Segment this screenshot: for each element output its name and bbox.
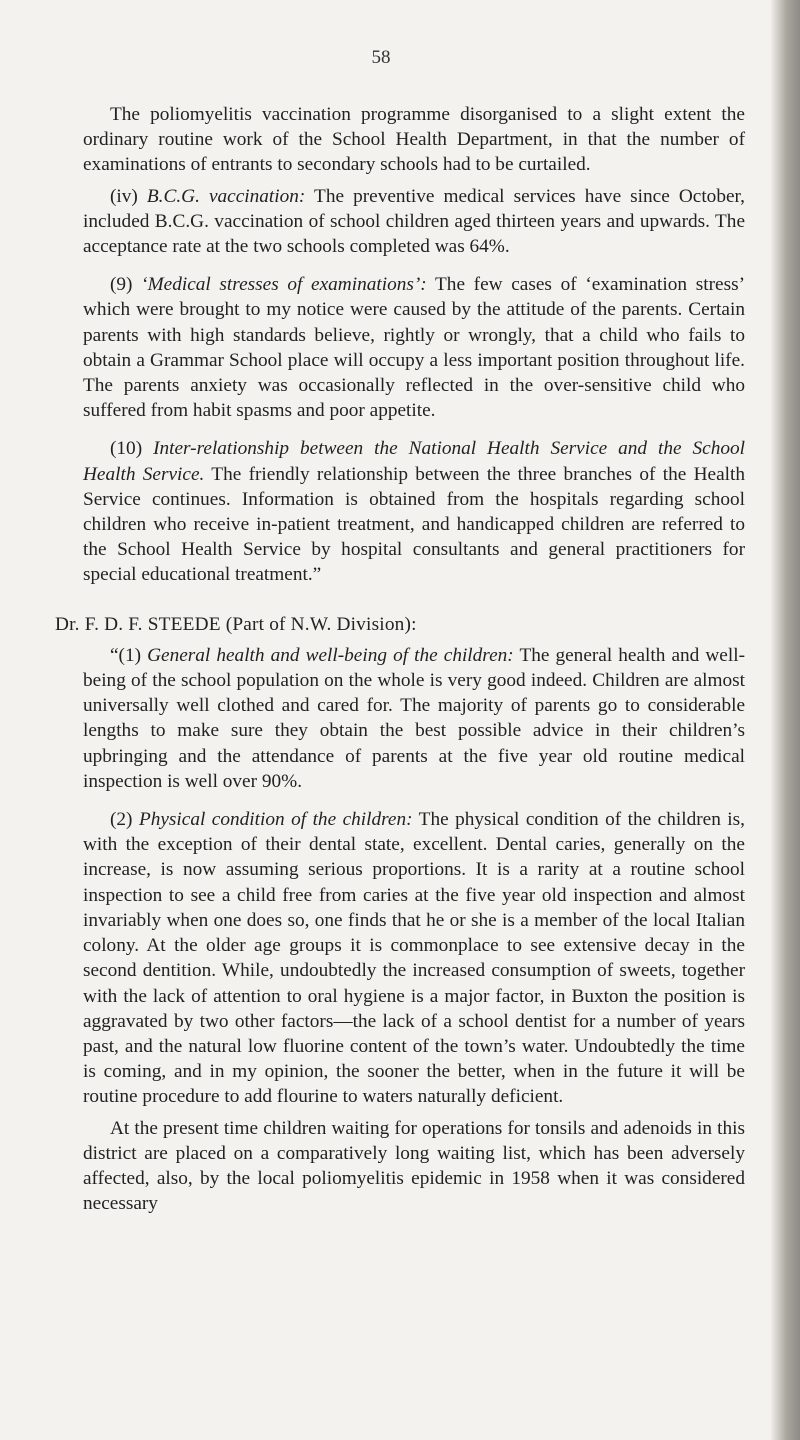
paragraph-text: The general health and well-being of the school population on the whole is very good indeed. Children are almost universally well clothed and cared for. The majority of parents go to considerable lengths to make sure they obtain the best possible advice in their children’s upbringing and the attendance of parents at the five year old routine medical inspection is well over 90%. [83,644,745,792]
item-title: Inter-relationship between the National Health Service and the School Health Service. [83,438,745,485]
page-number: 58 [371,47,391,68]
page-edge-shadow [770,0,800,1440]
paragraph-text: The poliomyelitis vaccination programme disorganised to a slight extent the ordinary routine work of the School Health Department, in that the number of examinations of entrants to secondary schools had to be curtailed. [83,104,745,176]
item-title: General health and well-being of the children: [147,644,514,666]
item-number: “(1) [110,644,148,666]
section-heading: Dr. F. D. F. STEEDE (Part of N.W. Division): [55,613,417,635]
paragraph-tonsils-waiting-list [83,1116,745,1217]
paragraph-polio-programme [83,102,745,178]
paragraph-physical-condition [83,807,745,1109]
paragraph-examination-stress [83,272,745,423]
text-column [55,102,745,1216]
item-number: (10) [110,438,154,460]
paragraph-inter-relationship [83,436,745,587]
paragraph-text: At the present time children waiting for operations for tonsils and adenoids in this district are placed on a comparatively long waiting list, which has been adversely affected, also, by the local poliomyelitis epidemic in 1958 when it was considered necessary [83,1117,745,1215]
paragraph-general-health [83,643,745,794]
item-number: (2) [110,809,139,831]
paragraph-text: The friendly relationship between the three branches of the Health Service continues. Information is obtained from the hospitals regarding school children who receive in-patient treatment, and handicapped children are referred to the School Health Service by hospital consultants and general practitioners for special educational treatment.” [83,463,745,586]
item-title: ‘Medical stresses of examinations’: [141,274,427,296]
paragraph-text: The physical condition of the children is, with the exception of their dental state, excellent. Dental caries, generally on the increase, is now assuming serious proportions. It is a rarity at a routine school inspection to see a child free from caries at the five year old inspection and almost invariably when one does so, one finds that he or she is a member of the local Italian colony. At the older age groups it is commonplace to see extensive decay in the second dentition. While, undoubtedly the increased consumption of sweets, together with the lack of attention to oral hygiene is a major factor, in Buxton the position is aggravated by two other factors—the lack of a school dentist for a number of years past, and the natural low fluorine content of the town’s water. Undoubtedly the time is coming, and in my opinion, the sooner the better, when in the future it will be routine procedure to add flourine to waters naturally deficient. [83,809,745,1108]
item-number: (9) [110,274,142,296]
paragraph-text: The preventive medical services have since October, included B.C.G. vaccination of school children aged thirteen years and upwards. The acceptance rate at the two schools completed was 64%. [83,185,745,258]
paragraph-bcg-vaccination [83,184,745,260]
paragraph-text: The few cases of ‘examination stress’ which were brought to my notice were caused by the attitude of the parents. Certain parents with high standards believe, rightly or wrongly, that a child who fails to obtain a Grammar School place will occupy a less important position throughout life. The parents anxiety was occasionally reflected in the over-sensitive child who suffered from habit spasms and poor appetite. [83,274,745,422]
item-number: (iv) [110,185,147,207]
item-title: B.C.G. vaccination: [146,185,306,207]
item-title: Physical condition of the children: [138,809,413,831]
